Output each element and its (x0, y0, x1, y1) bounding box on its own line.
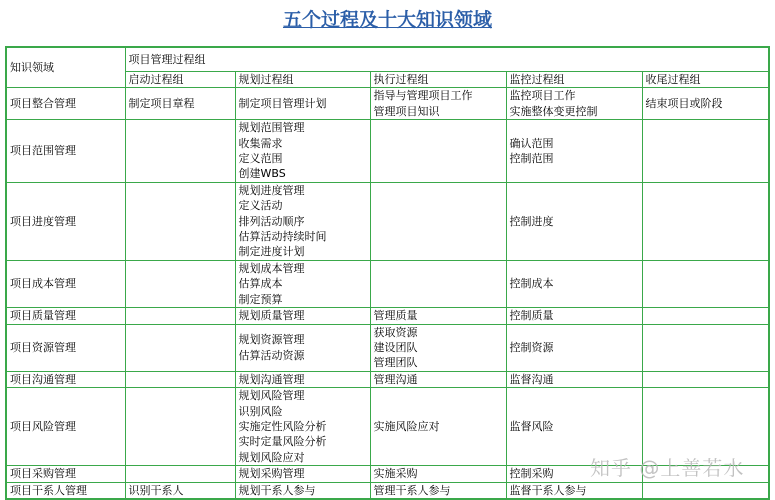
table-row (6, 88, 769, 120)
process-cell-executing (370, 120, 506, 183)
process-item: 规划采购管理 (238, 467, 305, 481)
process-cell-planning (235, 324, 370, 371)
phase-header-initiating: 启动过程组 (125, 72, 235, 88)
process-item: 制定项目章程 (128, 97, 195, 111)
table-row (6, 482, 769, 499)
process-cell-monitoring (506, 324, 642, 371)
process-cell-monitoring (506, 88, 642, 120)
process-cell-initiating (125, 388, 235, 466)
process-cell-planning (235, 371, 370, 387)
process-item: 规划进度管理 (238, 183, 305, 197)
process-cell-initiating (125, 260, 235, 307)
process-item: 实时定量风险分析 (238, 435, 327, 449)
process-cell-closing (642, 388, 769, 466)
process-cell-monitoring (506, 308, 642, 324)
phase-header-executing: 执行过程组 (370, 72, 506, 88)
process-item: 管理质量 (373, 309, 418, 323)
process-item: 获取资源 (373, 325, 418, 339)
process-cell-executing (370, 388, 506, 466)
process-cell-executing (370, 88, 506, 120)
process-cell-executing (370, 466, 506, 482)
process-item: 监督干系人参与 (509, 483, 587, 497)
process-cell-planning (235, 260, 370, 307)
process-cell-closing (642, 371, 769, 387)
process-item: 控制成本 (509, 277, 554, 291)
process-cell-executing (370, 324, 506, 371)
table-row (6, 182, 769, 260)
process-cell-closing (642, 482, 769, 499)
phase-header-monitoring: 监控过程组 (506, 72, 642, 88)
process-item: 确认范围 (509, 136, 554, 150)
phase-header-closing: 收尾过程组 (642, 72, 769, 88)
process-item: 排列活动顺序 (238, 214, 305, 228)
process-cell-monitoring (506, 466, 642, 482)
knowledge-area-name: 项目进度管理 (6, 182, 125, 260)
table-row (6, 308, 769, 324)
knowledge-area-name: 项目成本管理 (6, 260, 125, 307)
process-item: 控制质量 (509, 309, 554, 323)
process-cell-closing (642, 88, 769, 120)
process-item: 管理干系人参与 (373, 483, 451, 497)
process-cell-closing (642, 120, 769, 183)
watermark: 知乎 @上善若水 (590, 456, 745, 480)
process-cell-closing (642, 182, 769, 260)
process-item: 规划范围管理 (238, 121, 305, 135)
process-cell-planning (235, 466, 370, 482)
table-body (6, 88, 769, 499)
process-item: 制定进度计划 (238, 245, 305, 259)
knowledge-area-table (5, 46, 770, 500)
process-item: 实施采购 (373, 467, 418, 481)
process-cell-closing (642, 308, 769, 324)
process-cell-monitoring (506, 120, 642, 183)
process-item: 规划风险管理 (238, 389, 305, 403)
process-cell-executing (370, 182, 506, 260)
table-row (6, 388, 769, 466)
process-cell-initiating (125, 466, 235, 482)
process-item: 规划资源管理 (238, 333, 305, 347)
process-cell-monitoring (506, 482, 642, 499)
process-item: 监督风险 (509, 419, 554, 433)
process-cell-planning (235, 182, 370, 260)
knowledge-area-header: 知识领域 (6, 47, 125, 88)
table-row (6, 371, 769, 387)
process-item: 制定预算 (238, 292, 283, 306)
process-item: 规划成本管理 (238, 261, 305, 275)
process-cell-initiating (125, 88, 235, 120)
process-item: 建设团队 (373, 340, 418, 354)
process-cell-initiating (125, 308, 235, 324)
process-item: 估算成本 (238, 277, 283, 291)
process-item: 创建WBS (238, 167, 286, 181)
process-cell-initiating (125, 182, 235, 260)
process-item: 监督沟通 (509, 372, 554, 386)
process-item: 管理团队 (373, 356, 418, 370)
knowledge-area-name: 项目采购管理 (6, 466, 125, 482)
page-title: 五个过程及十大知识领域 (282, 9, 492, 31)
knowledge-area-name: 项目范围管理 (6, 120, 125, 183)
process-item: 实施定性风险分析 (238, 419, 327, 433)
knowledge-area-name: 项目沟通管理 (6, 371, 125, 387)
process-cell-initiating (125, 120, 235, 183)
process-cell-executing (370, 260, 506, 307)
knowledge-area-name: 项目整合管理 (6, 88, 125, 120)
process-item: 结束项目或阶段 (645, 97, 723, 111)
process-item: 规划沟通管理 (238, 372, 305, 386)
process-group-header: 项目管理过程组 (125, 47, 769, 72)
process-cell-executing (370, 371, 506, 387)
process-cell-planning (235, 308, 370, 324)
knowledge-area-name: 项目干系人管理 (6, 482, 125, 499)
process-item: 控制进度 (509, 214, 554, 228)
process-item: 监控项目工作 (509, 89, 576, 103)
process-item: 识别干系人 (128, 483, 184, 497)
process-item: 控制范围 (509, 152, 554, 166)
process-item: 规划干系人参与 (238, 483, 316, 497)
process-item: 规划质量管理 (238, 309, 305, 323)
process-item: 定义范围 (238, 152, 283, 166)
process-item: 管理沟通 (373, 372, 418, 386)
process-item: 定义活动 (238, 199, 283, 213)
process-item: 管理项目知识 (373, 104, 440, 118)
process-cell-monitoring (506, 182, 642, 260)
process-item: 实施整体变更控制 (509, 104, 598, 118)
phase-header-planning: 规划过程组 (235, 72, 370, 88)
process-cell-closing (642, 466, 769, 482)
process-cell-monitoring (506, 371, 642, 387)
process-cell-monitoring (506, 388, 642, 466)
process-cell-monitoring (506, 260, 642, 307)
process-item: 指导与管理项目工作 (373, 89, 473, 103)
process-item: 收集需求 (238, 136, 283, 150)
process-item: 实施风险应对 (373, 419, 440, 433)
process-cell-executing (370, 482, 506, 499)
table-row (6, 466, 769, 482)
process-cell-closing (642, 324, 769, 371)
process-cell-planning (235, 88, 370, 120)
process-item: 控制采购 (509, 467, 554, 481)
process-item: 估算活动持续时间 (238, 230, 327, 244)
process-cell-executing (370, 308, 506, 324)
knowledge-area-name: 项目风险管理 (6, 388, 125, 466)
process-cell-closing (642, 260, 769, 307)
process-cell-initiating (125, 482, 235, 499)
process-cell-initiating (125, 371, 235, 387)
process-item: 规划风险应对 (238, 450, 305, 464)
process-item: 识别风险 (238, 404, 283, 418)
process-cell-planning (235, 388, 370, 466)
process-item: 估算活动资源 (238, 348, 305, 362)
table-row (6, 120, 769, 183)
process-item: 控制资源 (509, 340, 554, 354)
process-cell-planning (235, 120, 370, 183)
knowledge-area-name: 项目质量管理 (6, 308, 125, 324)
process-item: 制定项目管理计划 (238, 97, 327, 111)
table-row (6, 260, 769, 307)
knowledge-area-name: 项目资源管理 (6, 324, 125, 371)
process-cell-initiating (125, 324, 235, 371)
table-row (6, 324, 769, 371)
process-cell-planning (235, 482, 370, 499)
